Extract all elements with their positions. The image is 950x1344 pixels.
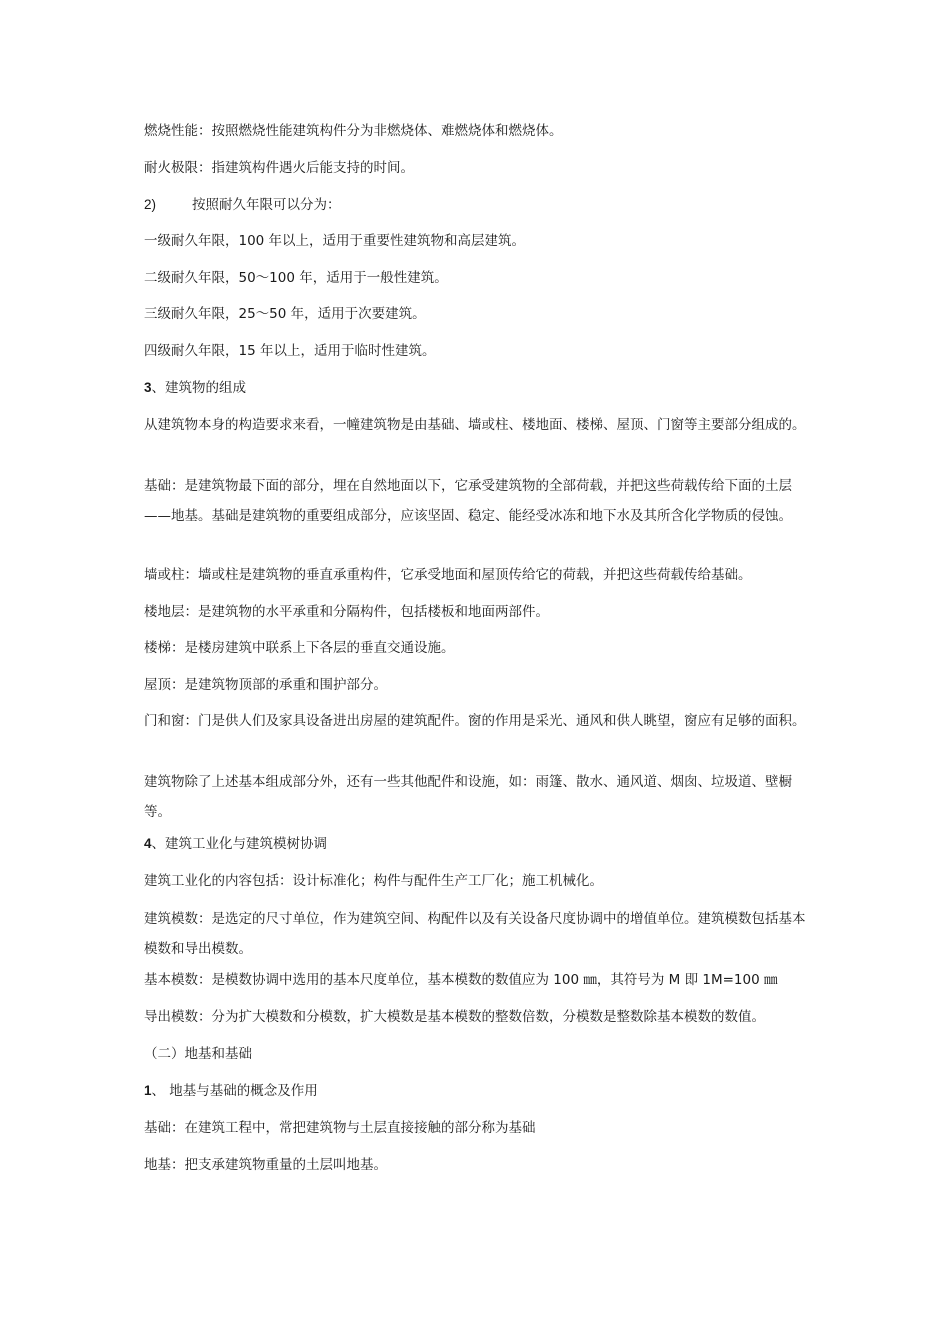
paragraph-wall-column: 墙或柱：墙或柱是建筑物的垂直承重构件，它承受地面和屋顶传给它的荷载，并把这些荷载传给基础。 <box>144 567 752 583</box>
paragraph-floor: 楼地层：是建筑物的水平承重和分隔构件，包括楼板和地面两部件。 <box>144 604 549 620</box>
paragraph-grade-3: 三级耐久年限，25～50 年，适用于次要建筑。 <box>144 306 426 322</box>
paragraph-combustion: 燃烧性能：按照燃烧性能建筑构件分为非燃烧体、难燃烧体和燃烧体。 <box>144 123 563 139</box>
heading-foundation-concept <box>144 1076 809 1106</box>
heading-text: 、建筑工业化与建筑模树协调 <box>151 836 328 852</box>
paragraph-fire-limit: 耐火极限：指建筑构件遇火后能支持的时间。 <box>144 160 414 176</box>
heading-text: 、 地基与基础的概念及作用 <box>151 1083 318 1099</box>
heading-number: 1 <box>144 1083 152 1098</box>
paragraph-basic-modulus: 基本模数：是模数协调中选用的基本尺度单位，基本模数的数值应为 100 ㎜，其符号为 M 即 1M=100 ㎜ <box>144 972 778 988</box>
paragraph-stairs: 楼梯：是楼房建筑中联系上下各层的垂直交通设施。 <box>144 640 455 656</box>
paragraph-grade-2: 二级耐久年限，50～100 年，适用于一般性建筑。 <box>144 270 448 286</box>
heading-industrialization <box>144 829 809 859</box>
paragraph-modulus: 建筑模数：是选定的尺寸单位，作为建筑空间、构配件以及有关设备尺度协调中的增值单位。建筑模数包括基本模数和导出模数。 <box>144 911 806 957</box>
paragraph-subgrade-def: 地基：把支承建筑物重量的土层叫地基。 <box>144 1157 387 1173</box>
paragraph-foundation: 基础：是建筑物最下面的部分，埋在自然地面以下，它承受建筑物的全部荷载，并把这些荷载传给下面的土层——地基。基础是建筑物的重要组成部分，应该坚固、稳定、能经受冰冻和地下水及其所含化学物质的侵蚀。 <box>144 478 792 524</box>
paragraph-foundation-def: 基础：在建筑工程中，常把建筑物与土层直接接触的部分称为基础 <box>144 1120 536 1136</box>
paragraph-other-parts: 建筑物除了上述基本组成部分外，还有一些其他配件和设施，如：雨篷、散水、通风道、烟囱、垃圾道、壁橱等。 <box>144 774 792 820</box>
paragraph-composition-intro: 从建筑物本身的构造要求来看，一幢建筑物是由基础、墙或柱、楼地面、楼梯、屋顶、门窗等主要部分组成的。 <box>144 417 806 433</box>
section-heading-foundation: （二）地基和基础 <box>144 1046 252 1062</box>
paragraph-grade-4: 四级耐久年限，15 年以上，适用于临时性建筑。 <box>144 343 436 359</box>
paragraph-industrialization: 建筑工业化的内容包括：设计标准化；构件与配件生产工厂化；施工机械化。 <box>144 873 603 889</box>
paragraph-roof: 屋顶：是建筑物顶部的承重和围护部分。 <box>144 677 387 693</box>
heading-text: 、建筑物的组成 <box>151 380 247 396</box>
heading-number: 3 <box>144 380 152 395</box>
list-marker: 2) <box>144 197 157 212</box>
heading-building-composition <box>144 373 809 403</box>
paragraph-grade-1: 一级耐久年限，100 年以上，适用于重要性建筑物和高层建筑。 <box>144 233 526 249</box>
heading-number: 4 <box>144 836 152 851</box>
list-text: 按照耐久年限可以分为： <box>192 197 341 213</box>
paragraph-derived-modulus: 导出模数：分为扩大模数和分模数，扩大模数是基本模数的整数倍数，分模数是整数除基本模数的数值。 <box>144 1009 765 1025</box>
paragraph-door-window: 门和窗：门是供人们及家具设备进出房屋的建筑配件。窗的作用是采光、通风和供人眺望，窗应有足够的面积。 <box>144 713 806 729</box>
